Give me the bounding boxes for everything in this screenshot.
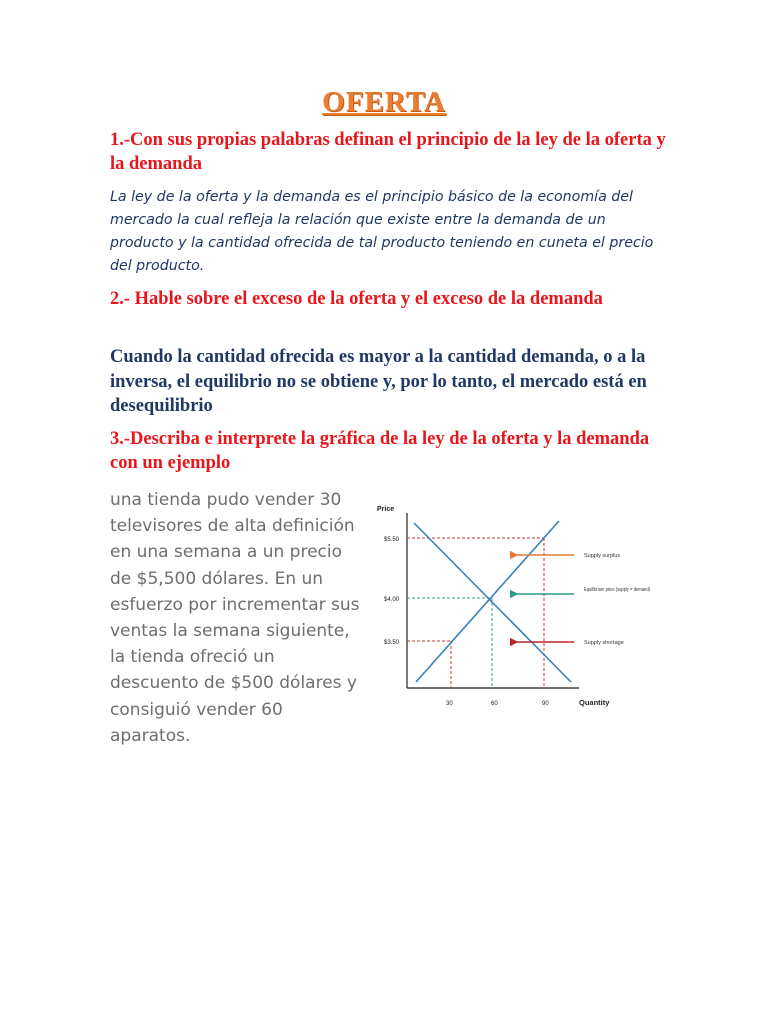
- annotation-supply-shortage: Supply shortage: [584, 640, 624, 646]
- supply-curve: [416, 521, 559, 682]
- question-2: 2.- Hable sobre el exceso de la oferta y el exceso de la demanda: [110, 289, 603, 309]
- x-axis-label: Quantity: [579, 698, 610, 707]
- y-tick-label: $4.00: [384, 597, 400, 603]
- y-tick-label: $3.50: [384, 640, 400, 646]
- answer-3: una tienda pudo vender 30 televisores de alta definición en una semana a un precio de $5,500 dólares. En un esfuerzo por incrementar sus ventas la semana siguiente, la tienda ofreció un descuento de $500 dólares y consiguió vender 60 aparatos.: [110, 490, 360, 746]
- x-tick-label: 90: [542, 701, 549, 707]
- annotation-equilibrium: Equilibrium price (supply = demand): [584, 587, 651, 593]
- question-1: 1.-Con sus propias palabras definan el principio de la ley de la oferta y la demanda: [110, 130, 666, 174]
- annotation-supply-surplus: Supply surplus: [584, 553, 621, 559]
- x-tick-label: 60: [491, 701, 498, 707]
- answer-1: La ley de la oferta y la demanda es el principio básico de la economía del mercado la cual refleja la relación que existe entre la demanda de un producto y la cantidad ofrecida de tal producto teniendo en cuneta el precio del producto.: [110, 189, 654, 274]
- x-tick-label: 30: [446, 701, 453, 707]
- answer-2: Cuando la cantidad ofrecida es mayor a la cantidad demanda, o a la inversa, el equilibrio no se obtiene y, por lo tanto, el mercado está en desequilibrio: [110, 347, 647, 416]
- question-3: 3.-Describa e interprete la gráfica de la ley de la oferta y la demanda con un ejemplo: [110, 429, 650, 473]
- y-tick-label: $5.50: [384, 537, 400, 543]
- supply-demand-chart: [374, 495, 654, 715]
- y-axis-label: Price: [377, 506, 395, 513]
- page-title: OFERTA: [322, 86, 446, 118]
